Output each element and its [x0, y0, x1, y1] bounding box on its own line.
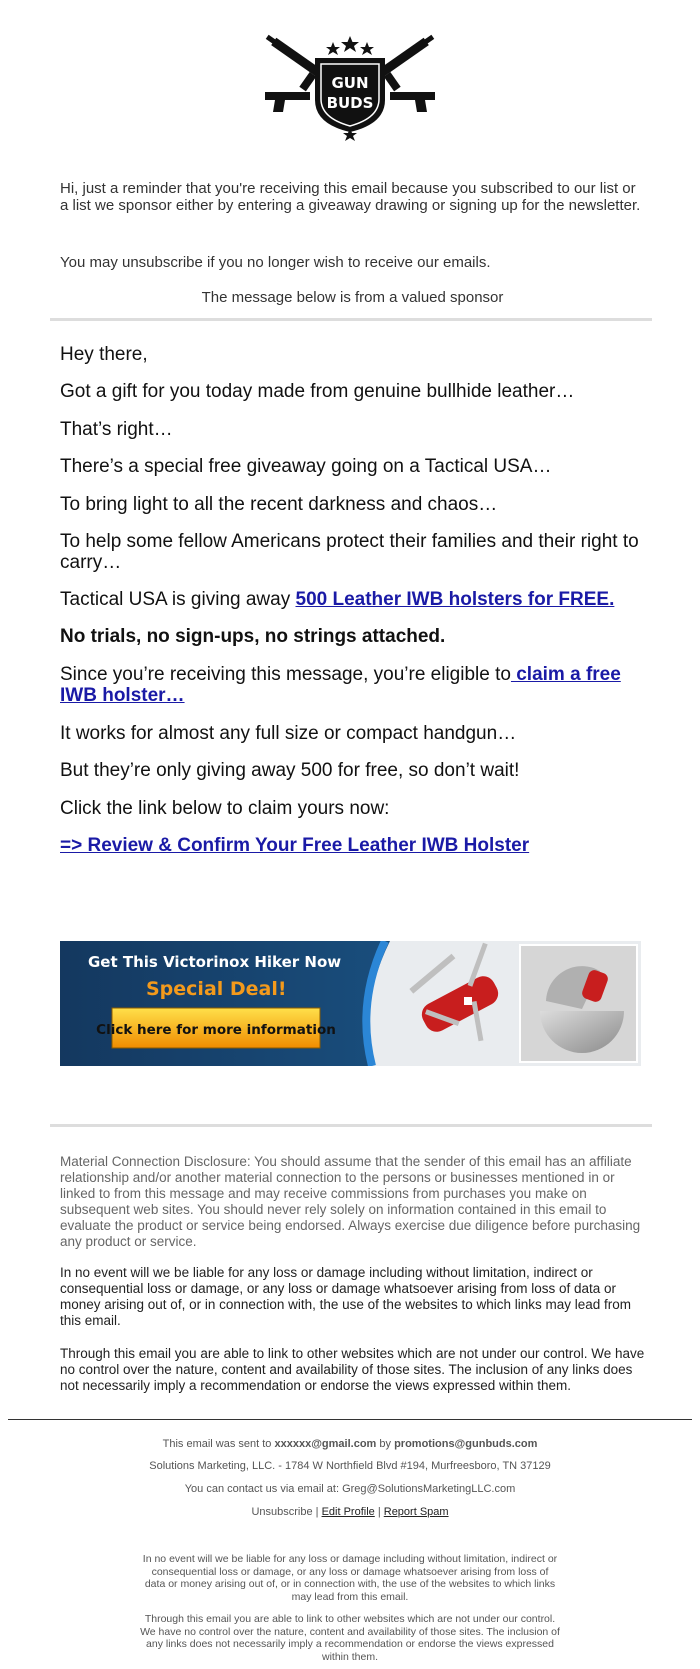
sponsor-note: The message below is from a valued sponsor: [201, 289, 504, 306]
unsubscribe-link[interactable]: Unsubscribe: [251, 1506, 313, 1518]
link-separator: |: [312, 1506, 322, 1518]
message-paragraph: To help some fellow Americans protect their families and their right to carry…: [60, 531, 639, 573]
free-holsters-link[interactable]: 500 Leather IWB holsters for FREE.: [295, 589, 615, 610]
recipient-email: xxxxxx@gmail.com: [274, 1438, 377, 1450]
giveaway-text: Tactical USA is giving away: [60, 589, 296, 610]
footer-links: [0, 1505, 700, 1519]
footer-links-disclaimer: Through this email you are able to link to other websites which are not under our control. We have no control over the nature, content and availability of those sites. The inclusion of any links does not necessarily imply a recommendation or endorse the views expressed within them.: [140, 1613, 560, 1663]
message-paragraph: To bring light to all the recent darkness and chaos…: [60, 494, 498, 515]
eligibility-paragraph: [60, 664, 645, 706]
message-paragraph: But they’re only giving away 500 for free, so don’t wait!: [60, 760, 520, 781]
gunbuds-logo: [255, 20, 445, 148]
logo-text-gun: GUN: [331, 74, 369, 92]
footer-divider: [8, 1419, 692, 1420]
section-divider: [50, 1124, 652, 1127]
contact-line: You can contact us via email at: Greg@SolutionsMarketingLLC.com: [184, 1483, 516, 1495]
company-address: Solutions Marketing, LLC. - 1784 W Northfield Blvd #194, Murfreesboro, TN 37129: [149, 1460, 551, 1472]
logo-text-buds: BUDS: [326, 94, 374, 112]
link-separator: |: [374, 1506, 384, 1518]
cta-paragraph: [60, 835, 645, 856]
sender-email: promotions@gunbuds.com: [394, 1438, 538, 1450]
message-paragraph: It works for almost any full size or compact handgun…: [60, 723, 517, 744]
sent-to-line: [0, 1437, 700, 1451]
sent-prefix: This email was sent to: [162, 1438, 275, 1450]
banner-graphic: [60, 941, 641, 1066]
edit-profile-link[interactable]: Edit Profile: [321, 1506, 375, 1518]
gunbuds-logo-graphic: [255, 20, 445, 148]
message-paragraph: There’s a special free giveaway going on a Tactical USA…: [60, 456, 552, 477]
section-divider: [50, 318, 652, 321]
report-spam-link[interactable]: Report Spam: [383, 1506, 449, 1518]
external-links-disclaimer: Through this email you are able to link to other websites which are not under our control. We have no control over the nature, content and availability of those sites. The inclusion of any links does not necessarily imply a recommendation or endorse the views expressed within them.: [60, 1346, 645, 1393]
message-paragraph: That’s right…: [60, 419, 173, 440]
claim-holster-link[interactable]: claim a free IWB holster…: [60, 664, 621, 706]
eligibility-text: Since you’re receiving this message, you’re eligible to: [60, 664, 511, 685]
giveaway-paragraph: [60, 589, 645, 610]
sent-by: by: [376, 1438, 395, 1450]
material-connection-disclosure: Material Connection Disclosure: You should assume that the sender of this email has an affiliate relationship and/or another material connection to the persons or businesses mentioned in or linked to from this message and may receive commissions from purchases you make on subsequent web sites. You should never rely solely on information contained in this email to evaluate the product or service being endorsed. Always exercise due diligence before purchasing any product or service.: [60, 1154, 641, 1249]
review-confirm-link[interactable]: => Review & Confirm Your Free Leather IWB Holster: [60, 835, 530, 856]
no-strings-paragraph: No trials, no sign-ups, no strings attached.: [60, 626, 446, 647]
unsubscribe-note: You may unsubscribe if you no longer wish to receive our emails.: [60, 254, 491, 271]
liability-disclaimer: In no event will we be liable for any loss or damage including without limitation, indirect or consequential loss or damage, or any loss or damage whatsoever arising from loss of data or money arising out of, or in connection with, the use of the websites to which links may lead from this email.: [60, 1265, 632, 1328]
subscription-reminder: Hi, just a reminder that you're receiving this email because you subscribed to our list or a list we sponsor either by entering a giveaway drawing or signing up for the newsletter.: [60, 180, 641, 214]
message-paragraph: Got a gift for you today made from genuine bullhide leather…: [60, 381, 575, 402]
banner-deal: Special Deal!: [146, 978, 287, 1000]
message-paragraph: Click the link below to claim yours now:: [60, 798, 390, 819]
victorinox-banner[interactable]: [60, 941, 641, 1066]
banner-button-label[interactable]: Click here for more information: [96, 1022, 336, 1038]
greeting: Hey there,: [60, 344, 148, 365]
footer-liability-disclaimer: In no event will we be liable for any loss or damage including without limitation, indirect or consequential loss or damage, or any loss or damage whatsoever arising from loss of data or money arising out of, or in connection with, the use of the websites to which links may lead from this email.: [142, 1553, 558, 1603]
banner-headline: Get This Victorinox Hiker Now: [88, 953, 342, 971]
